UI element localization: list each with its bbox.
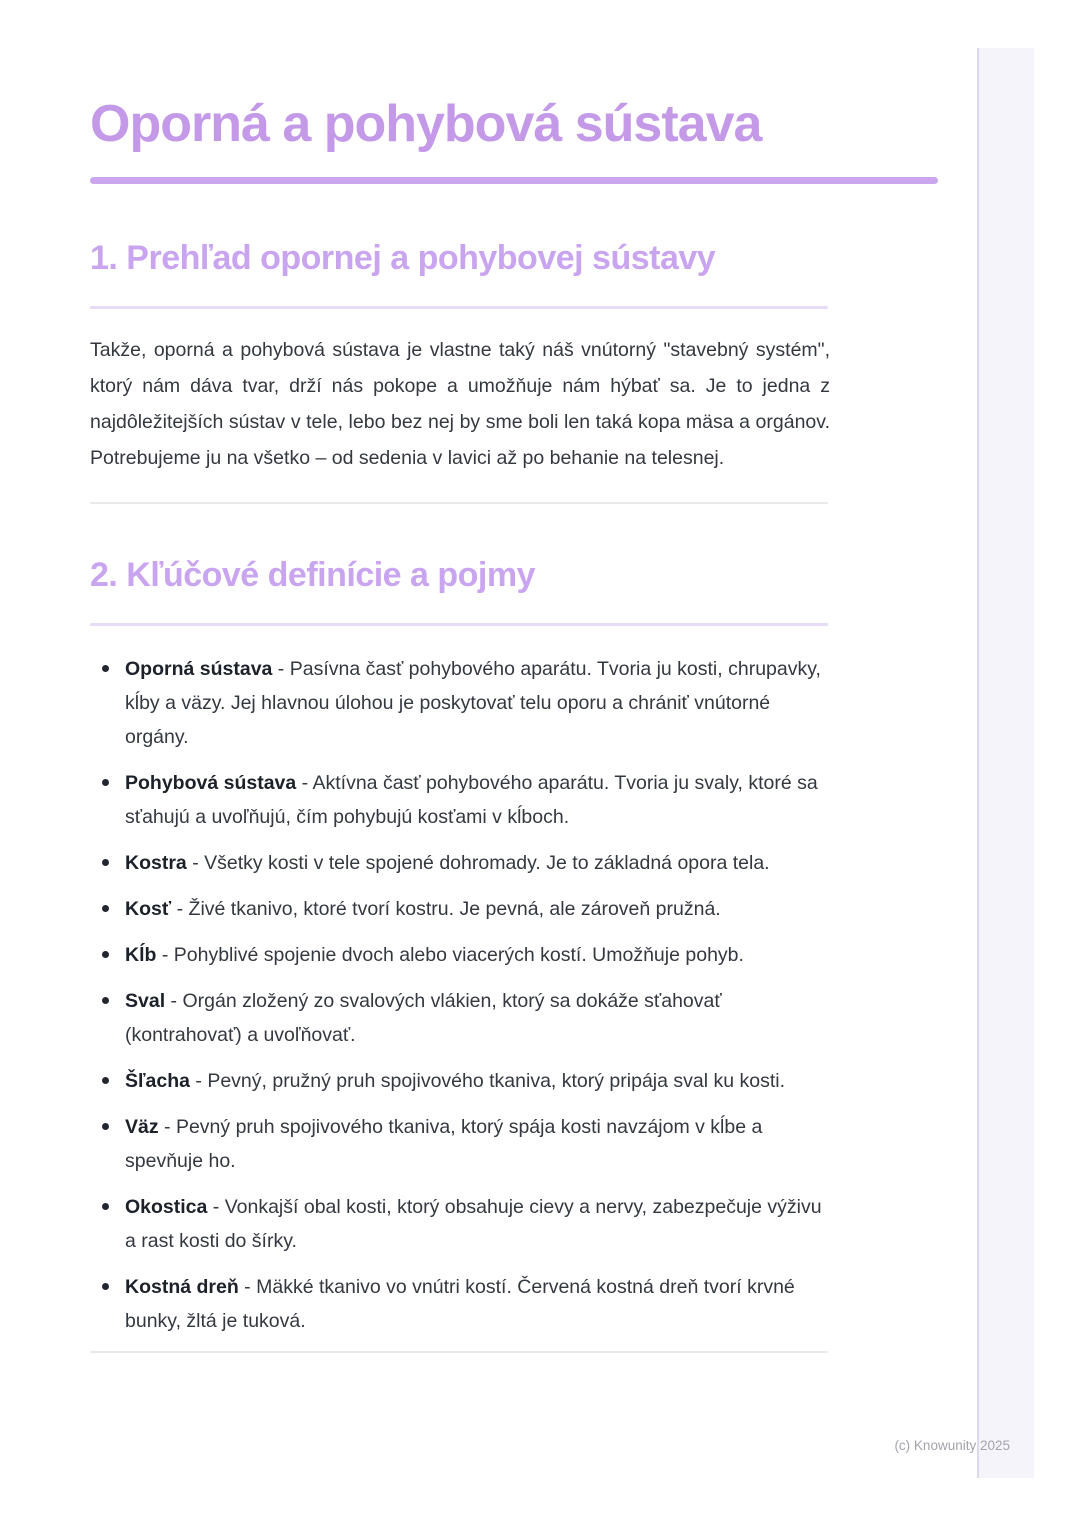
definition-separator: -: [296, 772, 313, 795]
definition-item: [90, 938, 830, 972]
definition-item: [90, 652, 830, 754]
definition-text: Všetky kosti v tele spojené dohromady. Je to základná opora tela.: [204, 852, 770, 875]
section-2-underline: [90, 623, 828, 626]
definition-text: Aktívna časť pohybového aparátu. Tvoria ju svaly, ktoré sa sťahujú a uvoľňujú, čím pohybujú kosťami v kĺboch.: [125, 772, 818, 829]
definition-item: [90, 1270, 830, 1338]
definition-separator: -: [189, 1070, 208, 1093]
definition-text: Orgán zložený zo svalových vlákien, ktorý sa dokáže sťahovať (kontrahovať) a uvoľňovať.: [125, 990, 722, 1047]
bullet-icon: [102, 665, 109, 672]
bullet-icon: [102, 951, 109, 958]
bullet-icon: [102, 1203, 109, 1210]
copyright-notice: (c) Knowunity 2025: [894, 1438, 1010, 1453]
section-divider: [90, 1351, 828, 1353]
definition-text: Mäkké tkanivo vo vnútri kostí. Červená kostná dreň tvorí krvné bunky, žltá je tuková.: [125, 1276, 795, 1333]
definition-term: Pohybová sústava: [125, 772, 297, 795]
definition-term: Kĺb: [125, 944, 157, 967]
definition-item: [90, 984, 830, 1052]
definition-term: Kostná dreň: [125, 1276, 239, 1299]
bullet-icon: [102, 1283, 109, 1290]
page-edge-stripe: [977, 48, 1034, 1478]
section-2-heading: 2. Kľúčové definície a pojmy: [90, 556, 536, 595]
definitions-list: [90, 652, 830, 1338]
definition-text: Pasívna časť pohybového aparátu. Tvoria ju kosti, chrupavky, kĺby a väzy. Jej hlavnou úlohou je poskytovať telu oporu a chrániť vnútorné orgány.: [125, 658, 821, 749]
definition-term: Väz: [125, 1116, 159, 1139]
bullet-icon: [102, 779, 109, 786]
definition-item: [90, 766, 830, 834]
title-underline: [90, 177, 938, 184]
section-divider: [90, 502, 828, 504]
definition-separator: -: [165, 990, 183, 1013]
definition-item: [90, 846, 830, 880]
definition-term: Kostra: [125, 852, 187, 875]
definition-text: Pohyblivé spojenie dvoch alebo viacerých kostí. Umožňuje pohyb.: [173, 944, 744, 967]
bullet-icon: [102, 997, 109, 1004]
definition-item: [90, 1064, 830, 1098]
section-1-underline: [90, 306, 828, 309]
section-1-heading: 1. Prehľad opornej a pohybovej sústavy: [90, 239, 716, 277]
definition-term: Okostica: [125, 1196, 208, 1219]
definition-text: Pevný pruh spojivového tkaniva, ktorý spája kosti navzájom v kĺbe a spevňuje ho.: [125, 1116, 763, 1173]
definition-separator: -: [156, 944, 174, 967]
definition-item: [90, 1110, 830, 1178]
bullet-icon: [102, 1077, 109, 1084]
definition-term: Oporná sústava: [125, 658, 273, 681]
bullet-icon: [102, 859, 109, 866]
definition-text: Pevný, pružný pruh spojivového tkaniva, ktorý pripája sval ku kosti.: [207, 1070, 786, 1093]
section-1-paragraph: Takže, oporná a pohybová sústava je vlastne taký náš vnútorný "stavebný systém", ktorý nám dáva tvar, drží nás pokope a umožňuje nám hýbať sa. Je to jedna z najdôležitejších sústav v tele, lebo bez nej by sme boli len taká kopa mäsa a orgánov. Potrebujeme ju na všetko – od sedenia v lavici až po behanie na telesnej.: [90, 339, 830, 470]
document-page: [90, 0, 938, 1353]
bullet-icon: [102, 905, 109, 912]
document-title: Oporná a pohybová sústava: [90, 95, 762, 153]
definition-item: [90, 892, 830, 926]
definition-separator: -: [272, 658, 290, 681]
definition-item: [90, 1190, 830, 1258]
definition-text: Vonkajší obal kosti, ktorý obsahuje cievy a nervy, zabezpečuje výživu a rast kosti do šírky.: [125, 1196, 822, 1253]
definition-separator: -: [238, 1276, 257, 1299]
definition-term: Kosť: [125, 898, 172, 921]
bullet-icon: [102, 1123, 109, 1130]
definition-separator: -: [158, 1116, 176, 1139]
definition-term: Šľacha: [125, 1070, 190, 1093]
definition-separator: -: [171, 898, 189, 921]
definition-separator: -: [207, 1196, 225, 1219]
definition-separator: -: [186, 852, 205, 875]
definition-text: Živé tkanivo, ktoré tvorí kostru. Je pevná, ale zároveň pružná.: [188, 898, 721, 921]
definition-term: Sval: [125, 990, 166, 1013]
